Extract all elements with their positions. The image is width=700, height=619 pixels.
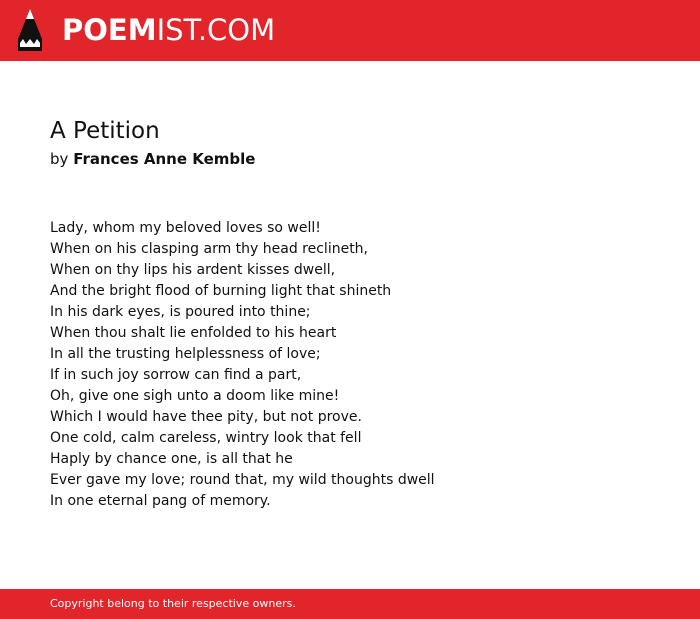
poem-line: When on his clasping arm thy head reclineth, xyxy=(50,241,369,257)
poem-line: When on thy lips his ardent kisses dwell, xyxy=(50,262,336,278)
poem-title: A Petition xyxy=(50,118,160,144)
poem-line: And the bright flood of burning light that shineth xyxy=(50,283,392,299)
poem-line: One cold, calm careless, wintry look that fell xyxy=(50,430,362,446)
poem-line: If in such joy sorrow can find a part, xyxy=(50,367,302,383)
poem-line: Which I would have thee pity, but not prove. xyxy=(50,409,362,425)
logo-light-text: IST.COM xyxy=(156,13,276,47)
poem-line: Lady, whom my beloved loves so well! xyxy=(50,220,321,236)
poem-line: In one eternal pang of memory. xyxy=(50,493,271,509)
poem-line: In all the trusting helplessness of love; xyxy=(50,346,321,362)
site-footer xyxy=(0,589,700,619)
poem-author: Frances Anne Kemble xyxy=(73,150,256,168)
poem-line: Oh, give one sigh unto a doom like mine! xyxy=(50,388,340,404)
pencil-tip-icon[interactable] xyxy=(18,9,42,51)
poem-line: Haply by chance one, is all that he xyxy=(50,451,293,467)
poem-line: In his dark eyes, is poured into thine; xyxy=(50,304,311,320)
poem-byline xyxy=(50,148,255,170)
copyright-text: Copyright belong to their respective owners. xyxy=(50,597,296,610)
poem-body xyxy=(50,218,670,512)
poem-line: When thou shalt lie enfolded to his heart xyxy=(50,325,337,341)
site-header xyxy=(0,0,700,61)
logo-bold-text: POEM xyxy=(62,13,157,47)
poem-line: Ever gave my love; round that, my wild thoughts dwell xyxy=(50,472,435,488)
site-logo[interactable] xyxy=(62,12,275,48)
by-label: by xyxy=(50,150,69,168)
